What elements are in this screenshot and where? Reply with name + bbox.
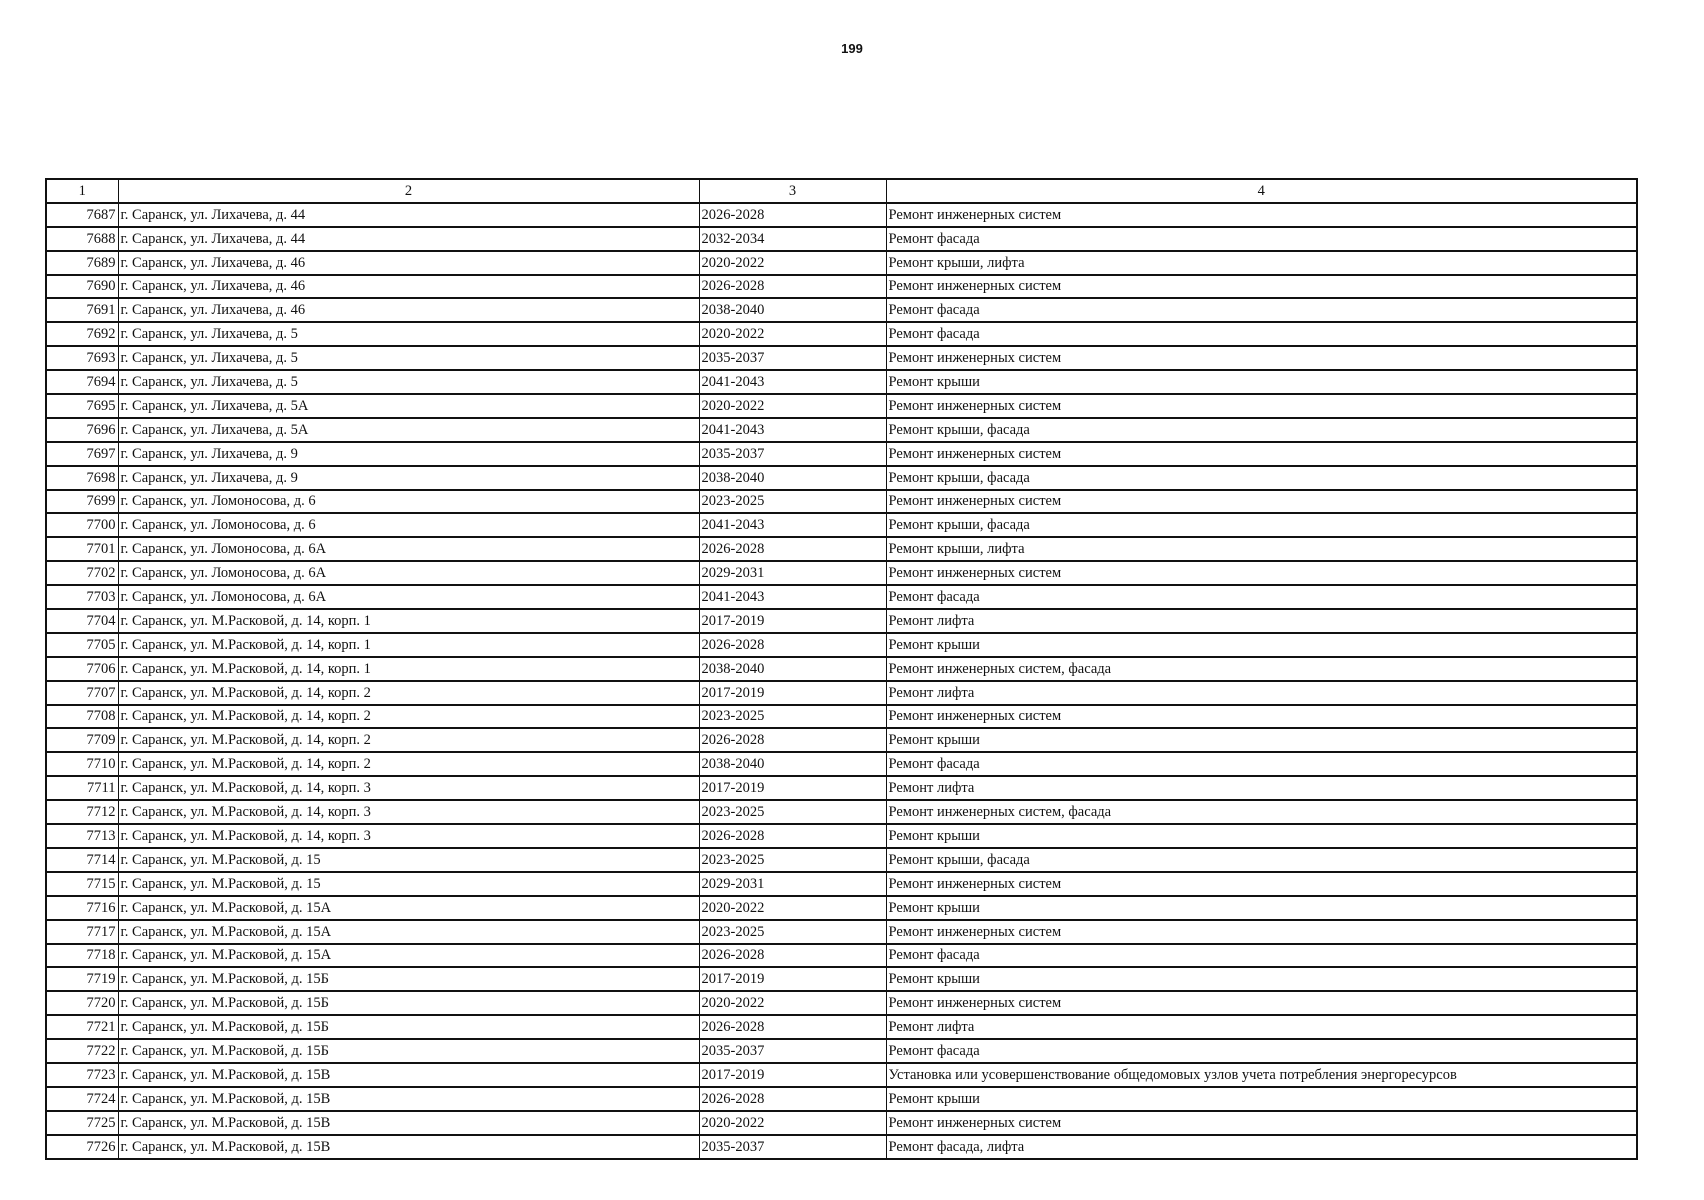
row-number-cell: 7700: [46, 513, 118, 537]
period-cell: 2038-2040: [699, 466, 886, 490]
row-number-cell: 7724: [46, 1087, 118, 1111]
period-cell: 2035-2037: [699, 1135, 886, 1159]
table-row: [46, 322, 1637, 346]
work-type-cell: Ремонт крыши: [886, 967, 1637, 991]
address-cell: г. Саранск, ул. Ломоносова, д. 6: [118, 513, 699, 537]
address-cell: г. Саранск, ул. М.Расковой, д. 14, корп. 3: [118, 800, 699, 824]
work-type-cell: Ремонт фасада: [886, 298, 1637, 322]
work-type-cell: Ремонт фасада: [886, 227, 1637, 251]
period-cell: 2038-2040: [699, 298, 886, 322]
table-row: [46, 896, 1637, 920]
table-row: [46, 1015, 1637, 1039]
row-number-cell: 7714: [46, 848, 118, 872]
row-number-cell: 7709: [46, 728, 118, 752]
period-cell: 2026-2028: [699, 275, 886, 299]
work-type-cell: Ремонт инженерных систем, фасада: [886, 800, 1637, 824]
period-cell: 2041-2043: [699, 418, 886, 442]
table-row: [46, 681, 1637, 705]
period-cell: 2023-2025: [699, 800, 886, 824]
work-type-cell: Ремонт крыши: [886, 1087, 1637, 1111]
row-number-cell: 7702: [46, 561, 118, 585]
work-type-cell: Ремонт инженерных систем: [886, 872, 1637, 896]
row-number-cell: 7722: [46, 1039, 118, 1063]
table-row: [46, 1135, 1637, 1159]
table-row: [46, 418, 1637, 442]
table-row: [46, 1039, 1637, 1063]
work-type-cell: Установка или усовершенствование общедомовых узлов учета потребления энергоресурсов: [886, 1063, 1637, 1087]
table-row: [46, 872, 1637, 896]
address-cell: г. Саранск, ул. М.Расковой, д. 15Б: [118, 1015, 699, 1039]
address-cell: г. Саранск, ул. М.Расковой, д. 15В: [118, 1063, 699, 1087]
column-header-2: 2: [118, 179, 699, 203]
row-number-cell: 7696: [46, 418, 118, 442]
work-type-cell: Ремонт крыши, фасада: [886, 848, 1637, 872]
address-cell: г. Саранск, ул. М.Расковой, д. 14, корп. 2: [118, 705, 699, 729]
work-type-cell: Ремонт крыши, лифта: [886, 251, 1637, 275]
address-cell: г. Саранск, ул. М.Расковой, д. 15А: [118, 896, 699, 920]
table-row: [46, 1063, 1637, 1087]
row-number-cell: 7704: [46, 609, 118, 633]
table-row: [46, 800, 1637, 824]
work-type-cell: Ремонт фасада: [886, 1039, 1637, 1063]
period-cell: 2029-2031: [699, 561, 886, 585]
column-header-1: 1: [46, 179, 118, 203]
column-header-4: 4: [886, 179, 1637, 203]
address-cell: г. Саранск, ул. М.Расковой, д. 14, корп. 1: [118, 657, 699, 681]
table-row: [46, 824, 1637, 848]
period-cell: 2017-2019: [699, 776, 886, 800]
period-cell: 2020-2022: [699, 394, 886, 418]
work-type-cell: Ремонт инженерных систем: [886, 442, 1637, 466]
row-number-cell: 7692: [46, 322, 118, 346]
work-type-cell: Ремонт инженерных систем: [886, 991, 1637, 1015]
work-type-cell: Ремонт лифта: [886, 776, 1637, 800]
address-cell: г. Саранск, ул. М.Расковой, д. 15: [118, 872, 699, 896]
table-body: [46, 203, 1637, 1159]
row-number-cell: 7694: [46, 370, 118, 394]
row-number-cell: 7719: [46, 967, 118, 991]
row-number-cell: 7715: [46, 872, 118, 896]
address-cell: г. Саранск, ул. Ломоносова, д. 6А: [118, 585, 699, 609]
row-number-cell: 7713: [46, 824, 118, 848]
period-cell: 2041-2043: [699, 513, 886, 537]
address-cell: г. Саранск, ул. М.Расковой, д. 15Б: [118, 1039, 699, 1063]
address-cell: г. Саранск, ул. М.Расковой, д. 14, корп. 3: [118, 776, 699, 800]
table-row: [46, 490, 1637, 514]
work-type-cell: Ремонт инженерных систем: [886, 275, 1637, 299]
row-number-cell: 7705: [46, 633, 118, 657]
address-cell: г. Саранск, ул. Лихачева, д. 44: [118, 227, 699, 251]
table-row: [46, 585, 1637, 609]
work-type-cell: Ремонт лифта: [886, 1015, 1637, 1039]
period-cell: 2020-2022: [699, 322, 886, 346]
row-number-cell: 7695: [46, 394, 118, 418]
period-cell: 2017-2019: [699, 967, 886, 991]
address-cell: г. Саранск, ул. М.Расковой, д. 14, корп. 2: [118, 681, 699, 705]
period-cell: 2041-2043: [699, 585, 886, 609]
work-type-cell: Ремонт инженерных систем: [886, 920, 1637, 944]
table-row: [46, 920, 1637, 944]
repair-schedule-table: [45, 178, 1638, 1160]
row-number-cell: 7703: [46, 585, 118, 609]
period-cell: 2038-2040: [699, 752, 886, 776]
table-row: [46, 466, 1637, 490]
page-number: 199: [841, 41, 863, 56]
address-cell: г. Саранск, ул. Лихачева, д. 5: [118, 370, 699, 394]
work-type-cell: Ремонт крыши: [886, 728, 1637, 752]
address-cell: г. Саранск, ул. Ломоносова, д. 6: [118, 490, 699, 514]
table-row: [46, 251, 1637, 275]
address-cell: г. Саранск, ул. Ломоносова, д. 6А: [118, 561, 699, 585]
work-type-cell: Ремонт инженерных систем: [886, 346, 1637, 370]
table-row: [46, 967, 1637, 991]
period-cell: 2020-2022: [699, 991, 886, 1015]
row-number-cell: 7699: [46, 490, 118, 514]
address-cell: г. Саранск, ул. М.Расковой, д. 15В: [118, 1087, 699, 1111]
table-row: [46, 991, 1637, 1015]
address-cell: г. Саранск, ул. М.Расковой, д. 14, корп. 1: [118, 609, 699, 633]
work-type-cell: Ремонт лифта: [886, 681, 1637, 705]
work-type-cell: Ремонт инженерных систем: [886, 561, 1637, 585]
row-number-cell: 7708: [46, 705, 118, 729]
period-cell: 2032-2034: [699, 227, 886, 251]
row-number-cell: 7723: [46, 1063, 118, 1087]
period-cell: 2041-2043: [699, 370, 886, 394]
table-row: [46, 513, 1637, 537]
address-cell: г. Саранск, ул. М.Расковой, д. 15В: [118, 1111, 699, 1135]
table-row: [46, 848, 1637, 872]
row-number-cell: 7717: [46, 920, 118, 944]
period-cell: 2023-2025: [699, 848, 886, 872]
table-row: [46, 275, 1637, 299]
period-cell: 2026-2028: [699, 728, 886, 752]
period-cell: 2020-2022: [699, 251, 886, 275]
address-cell: г. Саранск, ул. М.Расковой, д. 15В: [118, 1135, 699, 1159]
column-header-3: 3: [699, 179, 886, 203]
row-number-cell: 7718: [46, 944, 118, 968]
row-number-cell: 7706: [46, 657, 118, 681]
table-row: [46, 346, 1637, 370]
period-cell: 2026-2028: [699, 1015, 886, 1039]
period-cell: 2029-2031: [699, 872, 886, 896]
table-row: [46, 944, 1637, 968]
period-cell: 2023-2025: [699, 490, 886, 514]
table-row: [46, 657, 1637, 681]
table-row: [46, 442, 1637, 466]
row-number-cell: 7689: [46, 251, 118, 275]
address-cell: г. Саранск, ул. Лихачева, д. 46: [118, 251, 699, 275]
work-type-cell: Ремонт инженерных систем: [886, 394, 1637, 418]
work-type-cell: Ремонт инженерных систем: [886, 490, 1637, 514]
table-row: [46, 705, 1637, 729]
address-cell: г. Саранск, ул. М.Расковой, д. 14, корп. 1: [118, 633, 699, 657]
work-type-cell: Ремонт крыши: [886, 370, 1637, 394]
row-number-cell: 7690: [46, 275, 118, 299]
address-cell: г. Саранск, ул. Лихачева, д. 5А: [118, 394, 699, 418]
table-row: [46, 609, 1637, 633]
row-number-cell: 7726: [46, 1135, 118, 1159]
address-cell: г. Саранск, ул. Лихачева, д. 9: [118, 442, 699, 466]
address-cell: г. Саранск, ул. М.Расковой, д. 14, корп. 3: [118, 824, 699, 848]
row-number-cell: 7693: [46, 346, 118, 370]
address-cell: г. Саранск, ул. М.Расковой, д. 15Б: [118, 967, 699, 991]
address-cell: г. Саранск, ул. М.Расковой, д. 15А: [118, 920, 699, 944]
work-type-cell: Ремонт фасада: [886, 585, 1637, 609]
row-number-cell: 7720: [46, 991, 118, 1015]
table-row: [46, 776, 1637, 800]
work-type-cell: Ремонт инженерных систем: [886, 203, 1637, 227]
address-cell: г. Саранск, ул. М.Расковой, д. 15Б: [118, 991, 699, 1015]
period-cell: 2023-2025: [699, 705, 886, 729]
table-row: [46, 728, 1637, 752]
row-number-cell: 7711: [46, 776, 118, 800]
row-number-cell: 7697: [46, 442, 118, 466]
period-cell: 2017-2019: [699, 681, 886, 705]
row-number-cell: 7707: [46, 681, 118, 705]
work-type-cell: Ремонт крыши, лифта: [886, 537, 1637, 561]
work-type-cell: Ремонт лифта: [886, 609, 1637, 633]
table-row: [46, 227, 1637, 251]
address-cell: г. Саранск, ул. М.Расковой, д. 15А: [118, 944, 699, 968]
period-cell: 2026-2028: [699, 944, 886, 968]
row-number-cell: 7698: [46, 466, 118, 490]
address-cell: г. Саранск, ул. Лихачева, д. 44: [118, 203, 699, 227]
period-cell: 2035-2037: [699, 1039, 886, 1063]
row-number-cell: 7691: [46, 298, 118, 322]
row-number-cell: 7725: [46, 1111, 118, 1135]
table-row: [46, 298, 1637, 322]
row-number-cell: 7688: [46, 227, 118, 251]
table-header-row: [46, 179, 1637, 203]
period-cell: 2020-2022: [699, 896, 886, 920]
work-type-cell: Ремонт крыши: [886, 633, 1637, 657]
period-cell: 2017-2019: [699, 1063, 886, 1087]
table-row: [46, 1111, 1637, 1135]
table-row: [46, 633, 1637, 657]
period-cell: 2035-2037: [699, 442, 886, 466]
work-type-cell: Ремонт инженерных систем, фасада: [886, 657, 1637, 681]
period-cell: 2026-2028: [699, 537, 886, 561]
period-cell: 2017-2019: [699, 609, 886, 633]
period-cell: 2026-2028: [699, 203, 886, 227]
address-cell: г. Саранск, ул. Лихачева, д. 5: [118, 322, 699, 346]
address-cell: г. Саранск, ул. Лихачева, д. 46: [118, 275, 699, 299]
work-type-cell: Ремонт крыши, фасада: [886, 513, 1637, 537]
table-row: [46, 203, 1637, 227]
address-cell: г. Саранск, ул. М.Расковой, д. 14, корп. 2: [118, 752, 699, 776]
address-cell: г. Саранск, ул. М.Расковой, д. 15: [118, 848, 699, 872]
period-cell: 2020-2022: [699, 1111, 886, 1135]
period-cell: 2038-2040: [699, 657, 886, 681]
row-number-cell: 7710: [46, 752, 118, 776]
work-type-cell: Ремонт крыши, фасада: [886, 466, 1637, 490]
work-type-cell: Ремонт крыши: [886, 896, 1637, 920]
table-row: [46, 752, 1637, 776]
address-cell: г. Саранск, ул. Лихачева, д. 9: [118, 466, 699, 490]
address-cell: г. Саранск, ул. Лихачева, д. 46: [118, 298, 699, 322]
work-type-cell: Ремонт инженерных систем: [886, 1111, 1637, 1135]
row-number-cell: 7721: [46, 1015, 118, 1039]
table-row: [46, 561, 1637, 585]
address-cell: г. Саранск, ул. Ломоносова, д. 6А: [118, 537, 699, 561]
row-number-cell: 7701: [46, 537, 118, 561]
table-row: [46, 370, 1637, 394]
address-cell: г. Саранск, ул. М.Расковой, д. 14, корп. 2: [118, 728, 699, 752]
work-type-cell: Ремонт фасада: [886, 752, 1637, 776]
table-row: [46, 394, 1637, 418]
row-number-cell: 7716: [46, 896, 118, 920]
period-cell: 2026-2028: [699, 824, 886, 848]
work-type-cell: Ремонт инженерных систем: [886, 705, 1637, 729]
period-cell: 2035-2037: [699, 346, 886, 370]
address-cell: г. Саранск, ул. Лихачева, д. 5А: [118, 418, 699, 442]
period-cell: 2026-2028: [699, 1087, 886, 1111]
work-type-cell: Ремонт крыши, фасада: [886, 418, 1637, 442]
work-type-cell: Ремонт фасада: [886, 944, 1637, 968]
work-type-cell: Ремонт фасада: [886, 322, 1637, 346]
table-row: [46, 1087, 1637, 1111]
row-number-cell: 7712: [46, 800, 118, 824]
work-type-cell: Ремонт крыши: [886, 824, 1637, 848]
table-row: [46, 537, 1637, 561]
period-cell: 2026-2028: [699, 633, 886, 657]
address-cell: г. Саранск, ул. Лихачева, д. 5: [118, 346, 699, 370]
period-cell: 2023-2025: [699, 920, 886, 944]
work-type-cell: Ремонт фасада, лифта: [886, 1135, 1637, 1159]
row-number-cell: 7687: [46, 203, 118, 227]
